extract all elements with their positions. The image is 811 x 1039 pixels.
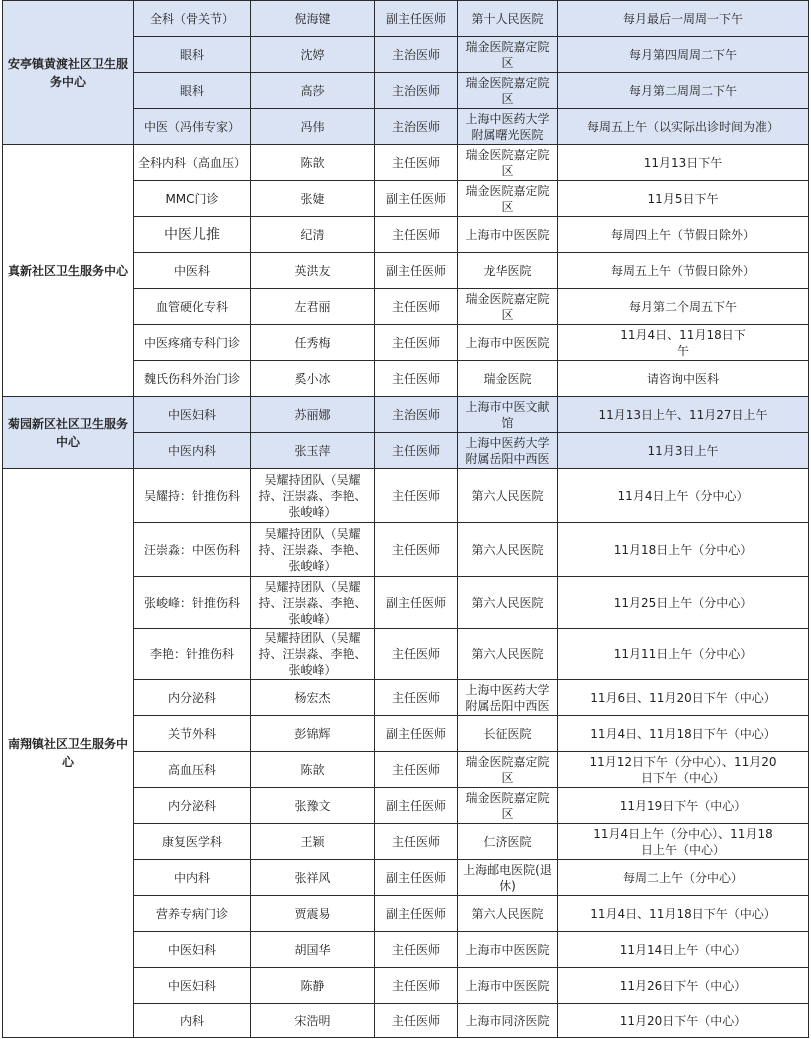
time-cell: 每周五上午（以实际出诊时间为准）: [558, 109, 809, 145]
dept-cell: 康复医学科: [134, 824, 251, 860]
title-cell: 主治医师: [375, 37, 458, 73]
center-name-cell: 菊园新区社区卫生服务中心: [3, 397, 134, 469]
time-cell: 11月6日、11月20日下午（中心）: [558, 680, 809, 716]
dept-cell: 血管硬化专科: [134, 289, 251, 325]
time-cell: 11月4日上午（分中心）、11月18日上午（中心）: [558, 824, 809, 860]
title-cell: 主任医师: [375, 469, 458, 523]
table-row: [3, 469, 809, 523]
dept-cell: 李艳：针推伤科: [134, 629, 251, 680]
title-cell: 主任医师: [375, 680, 458, 716]
doctor-team-cell: 吴耀持团队（吴耀持、汪崇淼、李艳、张峻峰）: [251, 469, 375, 523]
doctor-team-cell: 吴耀持团队（吴耀持、汪崇淼、李艳、张峻峰）: [251, 629, 375, 680]
doctor-cell: 英洪友: [251, 253, 375, 289]
center-name-cell: 南翔镇社区卫生服务中心: [3, 469, 134, 1038]
time-cell: 11月26日下午（中心）: [558, 968, 809, 1004]
time-cell: 每周二上午（分中心）: [558, 860, 809, 896]
hospital-cell: 上海邮电医院(退休): [458, 860, 558, 896]
hospital-cell: 第六人民医院: [458, 896, 558, 932]
title-cell: 主任医师: [375, 968, 458, 1004]
dept-cell: 营养专病门诊: [134, 896, 251, 932]
dept-cell: 中医妇科: [134, 397, 251, 433]
title-cell: 主任医师: [375, 1004, 458, 1038]
time-cell: 11月12日下午（分中心）、11月20日下午（中心）: [558, 752, 809, 788]
hospital-cell: 瑞金医院嘉定院区: [458, 788, 558, 824]
table-row: [3, 1, 809, 37]
time-cell: 11月19日下午（中心）: [558, 788, 809, 824]
dept-cell: MMC门诊: [134, 181, 251, 217]
dept-cell: 内分泌科: [134, 788, 251, 824]
doctor-cell: 宋浩明: [251, 1004, 375, 1038]
dept-cell: 张峻峰：针推伤科: [134, 577, 251, 629]
doctor-cell: 高莎: [251, 73, 375, 109]
hospital-cell: 瑞金医院嘉定院区: [458, 752, 558, 788]
time-cell: 请咨询中医科: [558, 361, 809, 397]
title-cell: 主任医师: [375, 932, 458, 968]
time-cell: 11月4日上午（分中心）: [558, 469, 809, 523]
doctor-cell: 奚小冰: [251, 361, 375, 397]
title-cell: 副主任医师: [375, 860, 458, 896]
time-cell: 11月18日上午（分中心）: [558, 523, 809, 577]
time-cell: 11月14日上午（中心）: [558, 932, 809, 968]
time-cell: 每月第二个周五下午: [558, 289, 809, 325]
time-cell: 每月第四周周二下午: [558, 37, 809, 73]
dept-cell: 中医疼痛专科门诊: [134, 325, 251, 361]
dept-cell: 汪崇淼：中医伤科: [134, 523, 251, 577]
doctor-cell: 纪清: [251, 217, 375, 253]
time-cell: 每月最后一周周一下午: [558, 1, 809, 37]
doctor-cell: 张祥风: [251, 860, 375, 896]
title-cell: 主治医师: [375, 73, 458, 109]
dept-cell: 吴耀持：针推伤科: [134, 469, 251, 523]
dept-cell: 全科（骨关节）: [134, 1, 251, 37]
title-cell: 主任医师: [375, 361, 458, 397]
doctor-team-cell: 吴耀持团队（吴耀持、汪崇淼、李艳、张峻峰）: [251, 523, 375, 577]
clinic-schedule-table: [2, 0, 809, 1038]
title-cell: 副主任医师: [375, 577, 458, 629]
doctor-cell: 彭锦辉: [251, 716, 375, 752]
title-cell: 副主任医师: [375, 716, 458, 752]
doctor-cell: 张玉萍: [251, 433, 375, 469]
title-cell: 主任医师: [375, 629, 458, 680]
time-cell: 11月13日上午、11月27日上午: [558, 397, 809, 433]
hospital-cell: 龙华医院: [458, 253, 558, 289]
doctor-cell: 倪海键: [251, 1, 375, 37]
title-cell: 主任医师: [375, 824, 458, 860]
title-cell: 主任医师: [375, 145, 458, 181]
hospital-cell: 上海市中医文献馆: [458, 397, 558, 433]
doctor-cell: 张豫文: [251, 788, 375, 824]
doctor-cell: 贾震易: [251, 896, 375, 932]
hospital-cell: 瑞金医院嘉定院区: [458, 145, 558, 181]
time-cell: 11月4日、11月18日下午: [558, 325, 809, 361]
dept-cell: 眼科: [134, 37, 251, 73]
dept-cell: 中内科: [134, 860, 251, 896]
time-cell: 11月25日上午（分中心）: [558, 577, 809, 629]
dept-cell: 高血压科: [134, 752, 251, 788]
doctor-cell: 陈静: [251, 968, 375, 1004]
title-cell: 副主任医师: [375, 181, 458, 217]
title-cell: 副主任医师: [375, 253, 458, 289]
center-name-cell: 安亭镇黄渡社区卫生服务中心: [3, 1, 134, 145]
doctor-cell: 胡国华: [251, 932, 375, 968]
hospital-cell: 瑞金医院嘉定院区: [458, 73, 558, 109]
doctor-cell: 冯伟: [251, 109, 375, 145]
hospital-cell: 上海中医药大学附属曙光医院: [458, 109, 558, 145]
hospital-cell: 瑞金医院: [458, 361, 558, 397]
hospital-cell: 瑞金医院嘉定院区: [458, 37, 558, 73]
dept-cell: 中医（冯伟专家）: [134, 109, 251, 145]
title-cell: 主任医师: [375, 752, 458, 788]
time-cell: 11月20日下午（中心）: [558, 1004, 809, 1038]
time-cell: 每月第二周周二下午: [558, 73, 809, 109]
title-cell: 主任医师: [375, 325, 458, 361]
hospital-cell: 长征医院: [458, 716, 558, 752]
dept-cell: 全科内科（高血压）: [134, 145, 251, 181]
dept-cell: 中医科: [134, 253, 251, 289]
dept-cell: 魏氏伤科外治门诊: [134, 361, 251, 397]
title-cell: 副主任医师: [375, 1, 458, 37]
hospital-cell: 上海市中医医院: [458, 932, 558, 968]
table-row: [3, 145, 809, 181]
hospital-cell: 瑞金医院嘉定院区: [458, 289, 558, 325]
center-name-cell: 真新社区卫生服务中心: [3, 145, 134, 397]
hospital-cell: 瑞金医院嘉定院区: [458, 181, 558, 217]
doctor-cell: 杨宏杰: [251, 680, 375, 716]
hospital-cell: 上海市中医医院: [458, 217, 558, 253]
hospital-cell: 上海市中医医院: [458, 968, 558, 1004]
dept-cell: 中医儿推: [134, 217, 251, 253]
doctor-team-cell: 吴耀持团队（吴耀持、汪崇淼、李艳、张峻峰）: [251, 577, 375, 629]
doctor-cell: 王颖: [251, 824, 375, 860]
dept-cell: 眼科: [134, 73, 251, 109]
time-cell: 每周五上午（节假日除外）: [558, 253, 809, 289]
time-cell: 11月13日下午: [558, 145, 809, 181]
dept-cell: 中医妇科: [134, 968, 251, 1004]
hospital-cell: 上海市中医医院: [458, 325, 558, 361]
title-cell: 主任医师: [375, 217, 458, 253]
dept-cell: 内科: [134, 1004, 251, 1038]
table-row: [3, 397, 809, 433]
hospital-cell: 上海市同济医院: [458, 1004, 558, 1038]
time-cell: 11月4日、11月18日下午（中心）: [558, 896, 809, 932]
time-cell: 11月5日下午: [558, 181, 809, 217]
dept-cell: 关节外科: [134, 716, 251, 752]
hospital-cell: 上海中医药大学附属岳阳中西医: [458, 433, 558, 469]
hospital-cell: 第六人民医院: [458, 577, 558, 629]
title-cell: 副主任医师: [375, 788, 458, 824]
time-cell: 11月4日、11月18日下午（中心）: [558, 716, 809, 752]
doctor-cell: 沈婷: [251, 37, 375, 73]
hospital-cell: 第十人民医院: [458, 1, 558, 37]
title-cell: 主治医师: [375, 109, 458, 145]
dept-cell: 内分泌科: [134, 680, 251, 716]
dept-cell: 中医妇科: [134, 932, 251, 968]
dept-cell: 中医内科: [134, 433, 251, 469]
hospital-cell: 第六人民医院: [458, 523, 558, 577]
title-cell: 主治医师: [375, 397, 458, 433]
time-cell: 每周四上午（节假日除外）: [558, 217, 809, 253]
doctor-cell: 左君丽: [251, 289, 375, 325]
hospital-cell: 第六人民医院: [458, 469, 558, 523]
doctor-cell: 任秀梅: [251, 325, 375, 361]
hospital-cell: 上海中医药大学附属岳阳中西医: [458, 680, 558, 716]
title-cell: 副主任医师: [375, 896, 458, 932]
doctor-cell: 陈歆: [251, 145, 375, 181]
title-cell: 主任医师: [375, 523, 458, 577]
time-cell: 11月3日上午: [558, 433, 809, 469]
title-cell: 主任医师: [375, 289, 458, 325]
doctor-cell: 苏丽娜: [251, 397, 375, 433]
doctor-cell: 张婕: [251, 181, 375, 217]
title-cell: 主任医师: [375, 433, 458, 469]
hospital-cell: 仁济医院: [458, 824, 558, 860]
hospital-cell: 第六人民医院: [458, 629, 558, 680]
time-cell: 11月11日上午（分中心）: [558, 629, 809, 680]
doctor-cell: 陈歆: [251, 752, 375, 788]
